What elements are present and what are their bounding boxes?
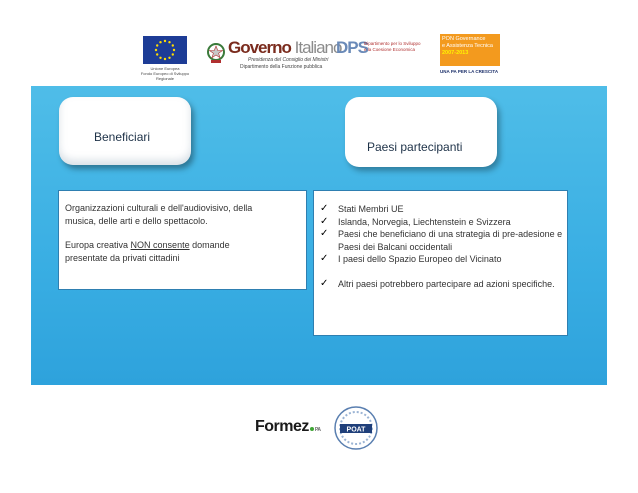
list-item: ✓ Paesi che beneficiano di una strategia di pre-adesione e Paesi dei Balcani occidentali [320, 228, 563, 252]
beneficiari-box [58, 190, 307, 290]
paesi-box [313, 190, 568, 336]
eu-star [168, 57, 170, 59]
eu-logo [140, 36, 190, 81]
eu-star [159, 41, 161, 43]
beneficiari-text-line2: musica, delle arti e dello spettacolo. [65, 215, 208, 226]
eu-star [173, 49, 175, 51]
check-icon: ✓ [320, 253, 329, 264]
beneficiari-note-line2: presentate da privati cittadini [65, 252, 180, 263]
eu-star [172, 44, 174, 46]
list-item: ✓ I paesi dello Spazio Europeo del Vicinato [320, 253, 502, 264]
paesi-heading: Paesi partecipanti [367, 140, 463, 154]
eu-star [164, 40, 166, 42]
eu-star [172, 53, 174, 55]
svg-text:POAT: POAT [346, 426, 366, 434]
dps-text: Dipartimento per lo Sviluppo e la Coesione Economica [364, 41, 421, 52]
beneficiari-text-line1: Organizzazioni culturali e dell'audiovisivo, della [65, 203, 253, 213]
eu-star [164, 58, 166, 60]
list-item: ✓ Altri paesi potrebbero partecipare ad azioni specifiche. [320, 277, 555, 289]
eu-star [156, 53, 158, 55]
non-consente-emphasis: NON consente [130, 240, 190, 250]
dps-mark: DPS [336, 38, 368, 57]
republic-emblem-icon [206, 42, 226, 64]
check-icon: ✓ [320, 215, 329, 227]
eu-caption [140, 66, 190, 81]
eu-flag-icon [143, 36, 187, 64]
poat-logo-icon [334, 406, 378, 450]
beneficiari-heading-card [59, 97, 191, 165]
list-item: ✓ Islanda, Norvegia, Liechtenstein e Svizzera [320, 215, 511, 227]
formez-dot-icon [310, 427, 314, 431]
beneficiari-heading: Beneficiari [94, 130, 151, 144]
formez-logo: Formez PA [255, 418, 321, 435]
governo-italiano-logo [206, 38, 342, 78]
check-icon: ✓ [320, 277, 329, 289]
dps-logo [336, 38, 428, 78]
pon-tagline: UNA PA PER LA CRESCITA [440, 69, 499, 74]
paesi-list [314, 191, 567, 290]
check-icon: ✓ [320, 228, 329, 239]
paesi-heading-card [345, 97, 497, 167]
eu-star [156, 44, 158, 46]
logo-bar [0, 30, 638, 82]
footer-logos [0, 400, 638, 460]
eu-caption-line1: Unione Europea [150, 66, 180, 71]
list-item: ✓ Stati Membri UE [320, 203, 404, 214]
eu-caption-line2: Fondo Europeo di Sviluppo Regionale [140, 71, 190, 81]
content-panel [31, 86, 607, 385]
check-icon: ✓ [320, 203, 329, 214]
gov-subtitle: Presidenza del Consiglio dei Ministri [248, 57, 329, 63]
gov-title: Governo Italiano [228, 38, 342, 57]
gov-department: Dipartimento della Funzione pubblica [240, 64, 323, 70]
pon-logo [440, 34, 500, 80]
eu-star [155, 49, 157, 51]
eu-star [159, 57, 161, 59]
eu-star [168, 41, 170, 43]
pon-box: PON Governance e Assistenza Tecnica 2007-2013 [440, 34, 500, 66]
beneficiari-note: Europa creativa NON consente domande [65, 240, 230, 250]
